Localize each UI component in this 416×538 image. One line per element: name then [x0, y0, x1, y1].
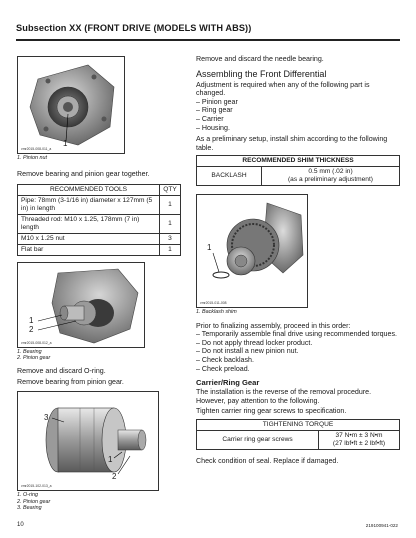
figure-caption: 1. Bearing [17, 348, 42, 355]
list-item: – Ring gear [196, 106, 233, 115]
differential-illustration [197, 195, 307, 307]
tool-name: Pipe: 78mm (3-1/16 in) diameter x 127mm (5 in) in length [18, 195, 160, 214]
section-heading: Carrier/Ring Gear [196, 378, 260, 388]
list-item: – Do not apply thread locker product. [196, 338, 313, 347]
figure-backlash-shim [196, 194, 308, 308]
figure-caption: 1. Pinion nut [17, 155, 47, 161]
table-header: QTY [160, 184, 181, 195]
tool-name: M10 x 1.25 nut [18, 233, 160, 244]
figure-caption: 2. Pinion gear [17, 355, 51, 361]
shim-label: BACKLASH [197, 167, 262, 186]
paragraph: Tighten carrier ring gear screws to specification. [196, 407, 347, 416]
figure-code: vmr2015-011-008 [200, 301, 227, 306]
procedure-list [196, 330, 400, 373]
shim-thickness-table [196, 155, 400, 186]
callout-1: 1 [207, 243, 212, 253]
paragraph: Remove bearing and pinion gear together. [17, 170, 150, 179]
callout-1: 1 [108, 455, 113, 465]
tool-name: Threaded rod: M10 x 1.25, 178mm (7 in) length [18, 214, 160, 233]
paragraph: The installation is the reverse of the removal procedure. However, pay attention to the following. [196, 388, 372, 405]
shim-value-line: (as a preliminary adjustment) [287, 176, 374, 184]
callout-2: 2 [29, 324, 34, 334]
figure-oring-pinion-bearing [17, 391, 159, 491]
figure-code: vmr2015-102-013_a [21, 484, 52, 489]
figure-caption: 2. Pinion gear [17, 498, 51, 505]
shim-value-line: 0.5 mm (.02 in) [308, 168, 353, 176]
part-list [196, 98, 400, 132]
list-item: – Pinion gear [196, 97, 238, 106]
table-header: TIGHTENING TORQUE [197, 419, 400, 430]
shim-value [262, 167, 400, 186]
paragraph: Adjustment is required when any of the following part is changed. [196, 80, 370, 98]
header-rule [16, 39, 400, 41]
paragraph: As a preliminary setup, install shim according to the following table. [196, 135, 388, 152]
figure-code: vmr2015-008-011_a [21, 147, 52, 151]
paragraph: Remove and discard O-ring. [17, 367, 106, 376]
tool-qty: 1 [160, 214, 181, 233]
figure-caption: 3. Bearing [17, 504, 42, 511]
housing-illustration [18, 57, 124, 153]
torque-value-line: 37 N•m ± 3 N•m [335, 431, 383, 439]
pinion-illustration [18, 263, 144, 347]
table-header: RECOMMENDED SHIM THICKNESS [197, 156, 400, 167]
tool-qty: 3 [160, 233, 181, 244]
list-item: – Carrier [196, 114, 224, 123]
pinion-gear-illustration [18, 392, 158, 490]
tool-qty: 1 [160, 195, 181, 214]
page-number: 10 [17, 522, 24, 528]
figure-pinion-nut [17, 56, 125, 154]
left-column [17, 56, 181, 511]
list-item: – Housing. [196, 123, 230, 132]
paragraph: Remove and discard the needle bearing. [196, 55, 324, 63]
paragraph: Remove bearing from pinion gear. [17, 377, 124, 386]
table-row [197, 430, 400, 449]
list-item: – Check backlash. [196, 355, 254, 364]
torque-value [319, 430, 400, 449]
callout-1: 1 [29, 315, 34, 325]
page-header: Subsection XX (FRONT DRIVE (MODELS WITH ABS)) [16, 23, 252, 33]
figure-caption: 1. O-ring [17, 492, 38, 499]
list-item: – Temporarily assemble final drive using recommended torques. [196, 330, 397, 339]
section-heading: Assembling the Front Differential [196, 68, 327, 79]
recommended-tools-table [17, 184, 181, 256]
torque-value-line: (27 lbf•ft ± 2 lbf•ft) [332, 439, 386, 447]
right-column [196, 55, 400, 465]
torque-label: Carrier ring gear screws [197, 430, 319, 449]
table-row [18, 195, 181, 214]
table-header: RECOMMENDED TOOLS [18, 184, 160, 195]
table-row [197, 167, 400, 186]
callout-3: 3 [44, 413, 49, 423]
list-item: – Do not install a new pinion nut. [196, 347, 299, 356]
callout-1: 1 [63, 139, 68, 148]
paragraph: Prior to finalizing assembly, proceed in this order: [196, 321, 351, 330]
figure-caption: 1. Backlash shim [196, 309, 237, 316]
table-row [18, 244, 181, 255]
list-item: – Check preload. [196, 364, 250, 373]
table-row [18, 233, 181, 244]
callout-2: 2 [112, 472, 117, 482]
document-code: 219100941-022 [365, 523, 398, 528]
figure-bearing-pinion [17, 262, 145, 348]
table-row [18, 214, 181, 233]
paragraph: Check condition of seal. Replace if damaged. [196, 456, 339, 465]
figure-code: vmr2015-008-012_a [21, 340, 52, 345]
tool-qty: 1 [160, 244, 181, 255]
tool-name: Flat bar [18, 244, 160, 255]
tightening-torque-table [196, 419, 400, 450]
